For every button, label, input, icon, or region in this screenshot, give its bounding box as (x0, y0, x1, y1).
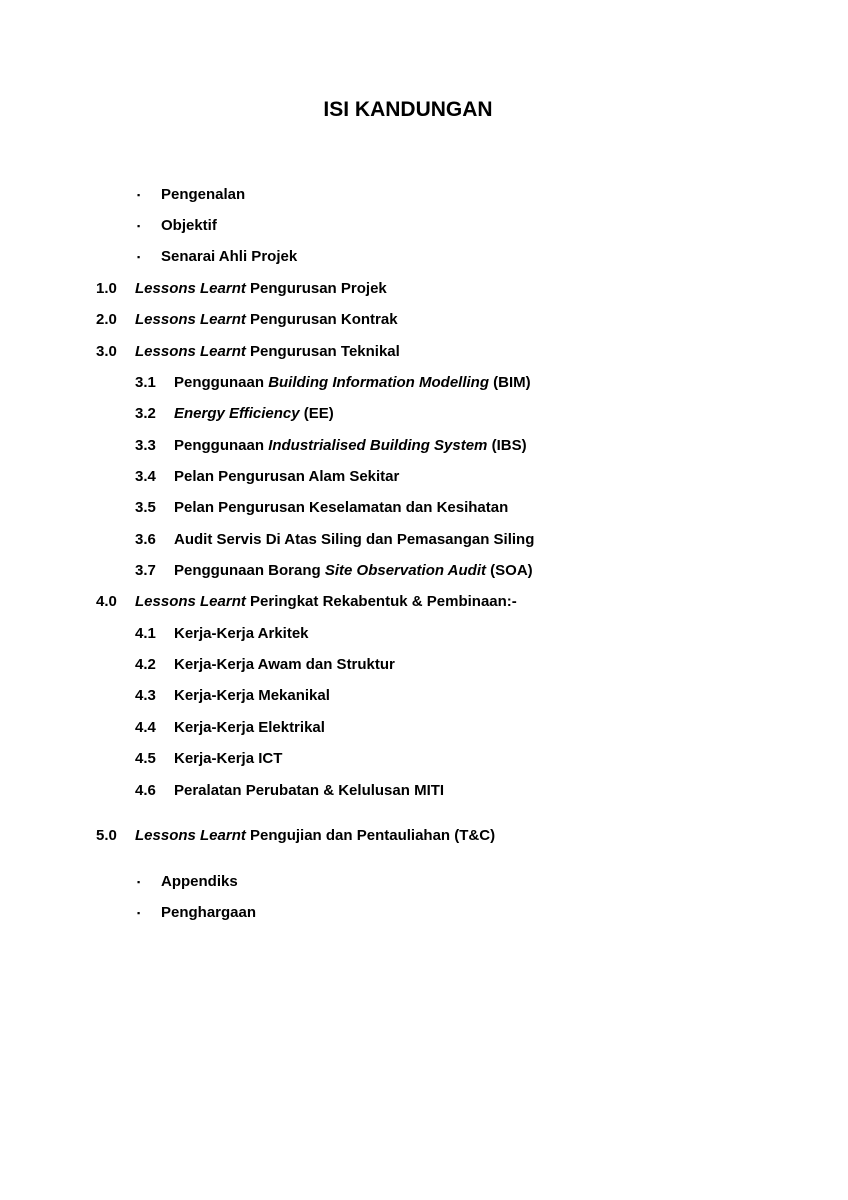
toc-item-label: Objektif (161, 217, 217, 234)
section-label: Lessons Learnt Peringkat Rekabentuk & Pembinaan:- (135, 593, 517, 610)
section-label: Lessons Learnt Pengurusan Projek (135, 280, 387, 297)
subsection-number: 3.3 (135, 437, 156, 454)
subsection-label: Penggunaan Building Information Modelling (BIM) (174, 374, 531, 391)
subsection-number: 4.4 (135, 719, 156, 736)
subsection-label: Kerja-Kerja Mekanikal (174, 687, 330, 704)
subsection-label: Penggunaan Borang Site Observation Audit (SOA) (174, 562, 533, 579)
subsection-number: 3.6 (135, 531, 156, 548)
bullet-icon: ▪ (137, 908, 141, 918)
bullet-icon: ▪ (137, 252, 141, 262)
subsection-number: 3.5 (135, 499, 156, 516)
subsection-label: Kerja-Kerja ICT (174, 750, 283, 767)
bullet-icon: ▪ (137, 877, 141, 887)
section-number: 1.0 (96, 280, 117, 297)
subsection-number: 4.3 (135, 687, 156, 704)
subsection-number: 3.4 (135, 468, 156, 485)
toc-item-label: Penghargaan (161, 904, 257, 921)
subsection-label: Audit Servis Di Atas Siling dan Pemasangan Siling (174, 531, 535, 548)
section-label: Lessons Learnt Pengurusan Teknikal (135, 343, 400, 360)
section-number: 5.0 (96, 827, 117, 844)
section-number: 3.0 (96, 343, 117, 360)
section-label: Lessons Learnt Pengujian dan Pentauliahan (T&C) (135, 827, 496, 844)
bullet-icon: ▪ (137, 190, 141, 200)
toc-item-label: Pengenalan (161, 186, 246, 203)
subsection-label: Kerja-Kerja Elektrikal (174, 719, 325, 736)
subsection-number: 3.2 (135, 405, 156, 422)
subsection-number: 3.7 (135, 562, 156, 579)
subsection-label: Kerja-Kerja Arkitek (174, 625, 309, 642)
section-number: 4.0 (96, 593, 117, 610)
subsection-label: Penggunaan Industrialised Building System (IBS) (174, 437, 527, 454)
subsection-label: Pelan Pengurusan Alam Sekitar (174, 468, 400, 485)
section-label: Lessons Learnt Pengurusan Kontrak (135, 311, 398, 328)
bullet-icon: ▪ (137, 221, 141, 231)
section-number: 2.0 (96, 311, 117, 328)
page-title: ISI KANDUNGAN (323, 98, 493, 121)
subsection-label: Kerja-Kerja Awam dan Struktur (174, 656, 395, 673)
subsection-number: 4.5 (135, 750, 156, 767)
subsection-label: Energy Efficiency (EE) (174, 405, 334, 422)
subsection-number: 4.6 (135, 782, 156, 799)
toc-item-label: Appendiks (161, 873, 238, 890)
subsection-label: Peralatan Perubatan & Kelulusan MITI (174, 782, 445, 799)
subsection-number: 3.1 (135, 374, 156, 391)
toc-item-label: Senarai Ahli Projek (161, 248, 298, 265)
subsection-number: 4.1 (135, 625, 156, 642)
subsection-label: Pelan Pengurusan Keselamatan dan Kesihatan (174, 499, 509, 516)
subsection-number: 4.2 (135, 656, 156, 673)
